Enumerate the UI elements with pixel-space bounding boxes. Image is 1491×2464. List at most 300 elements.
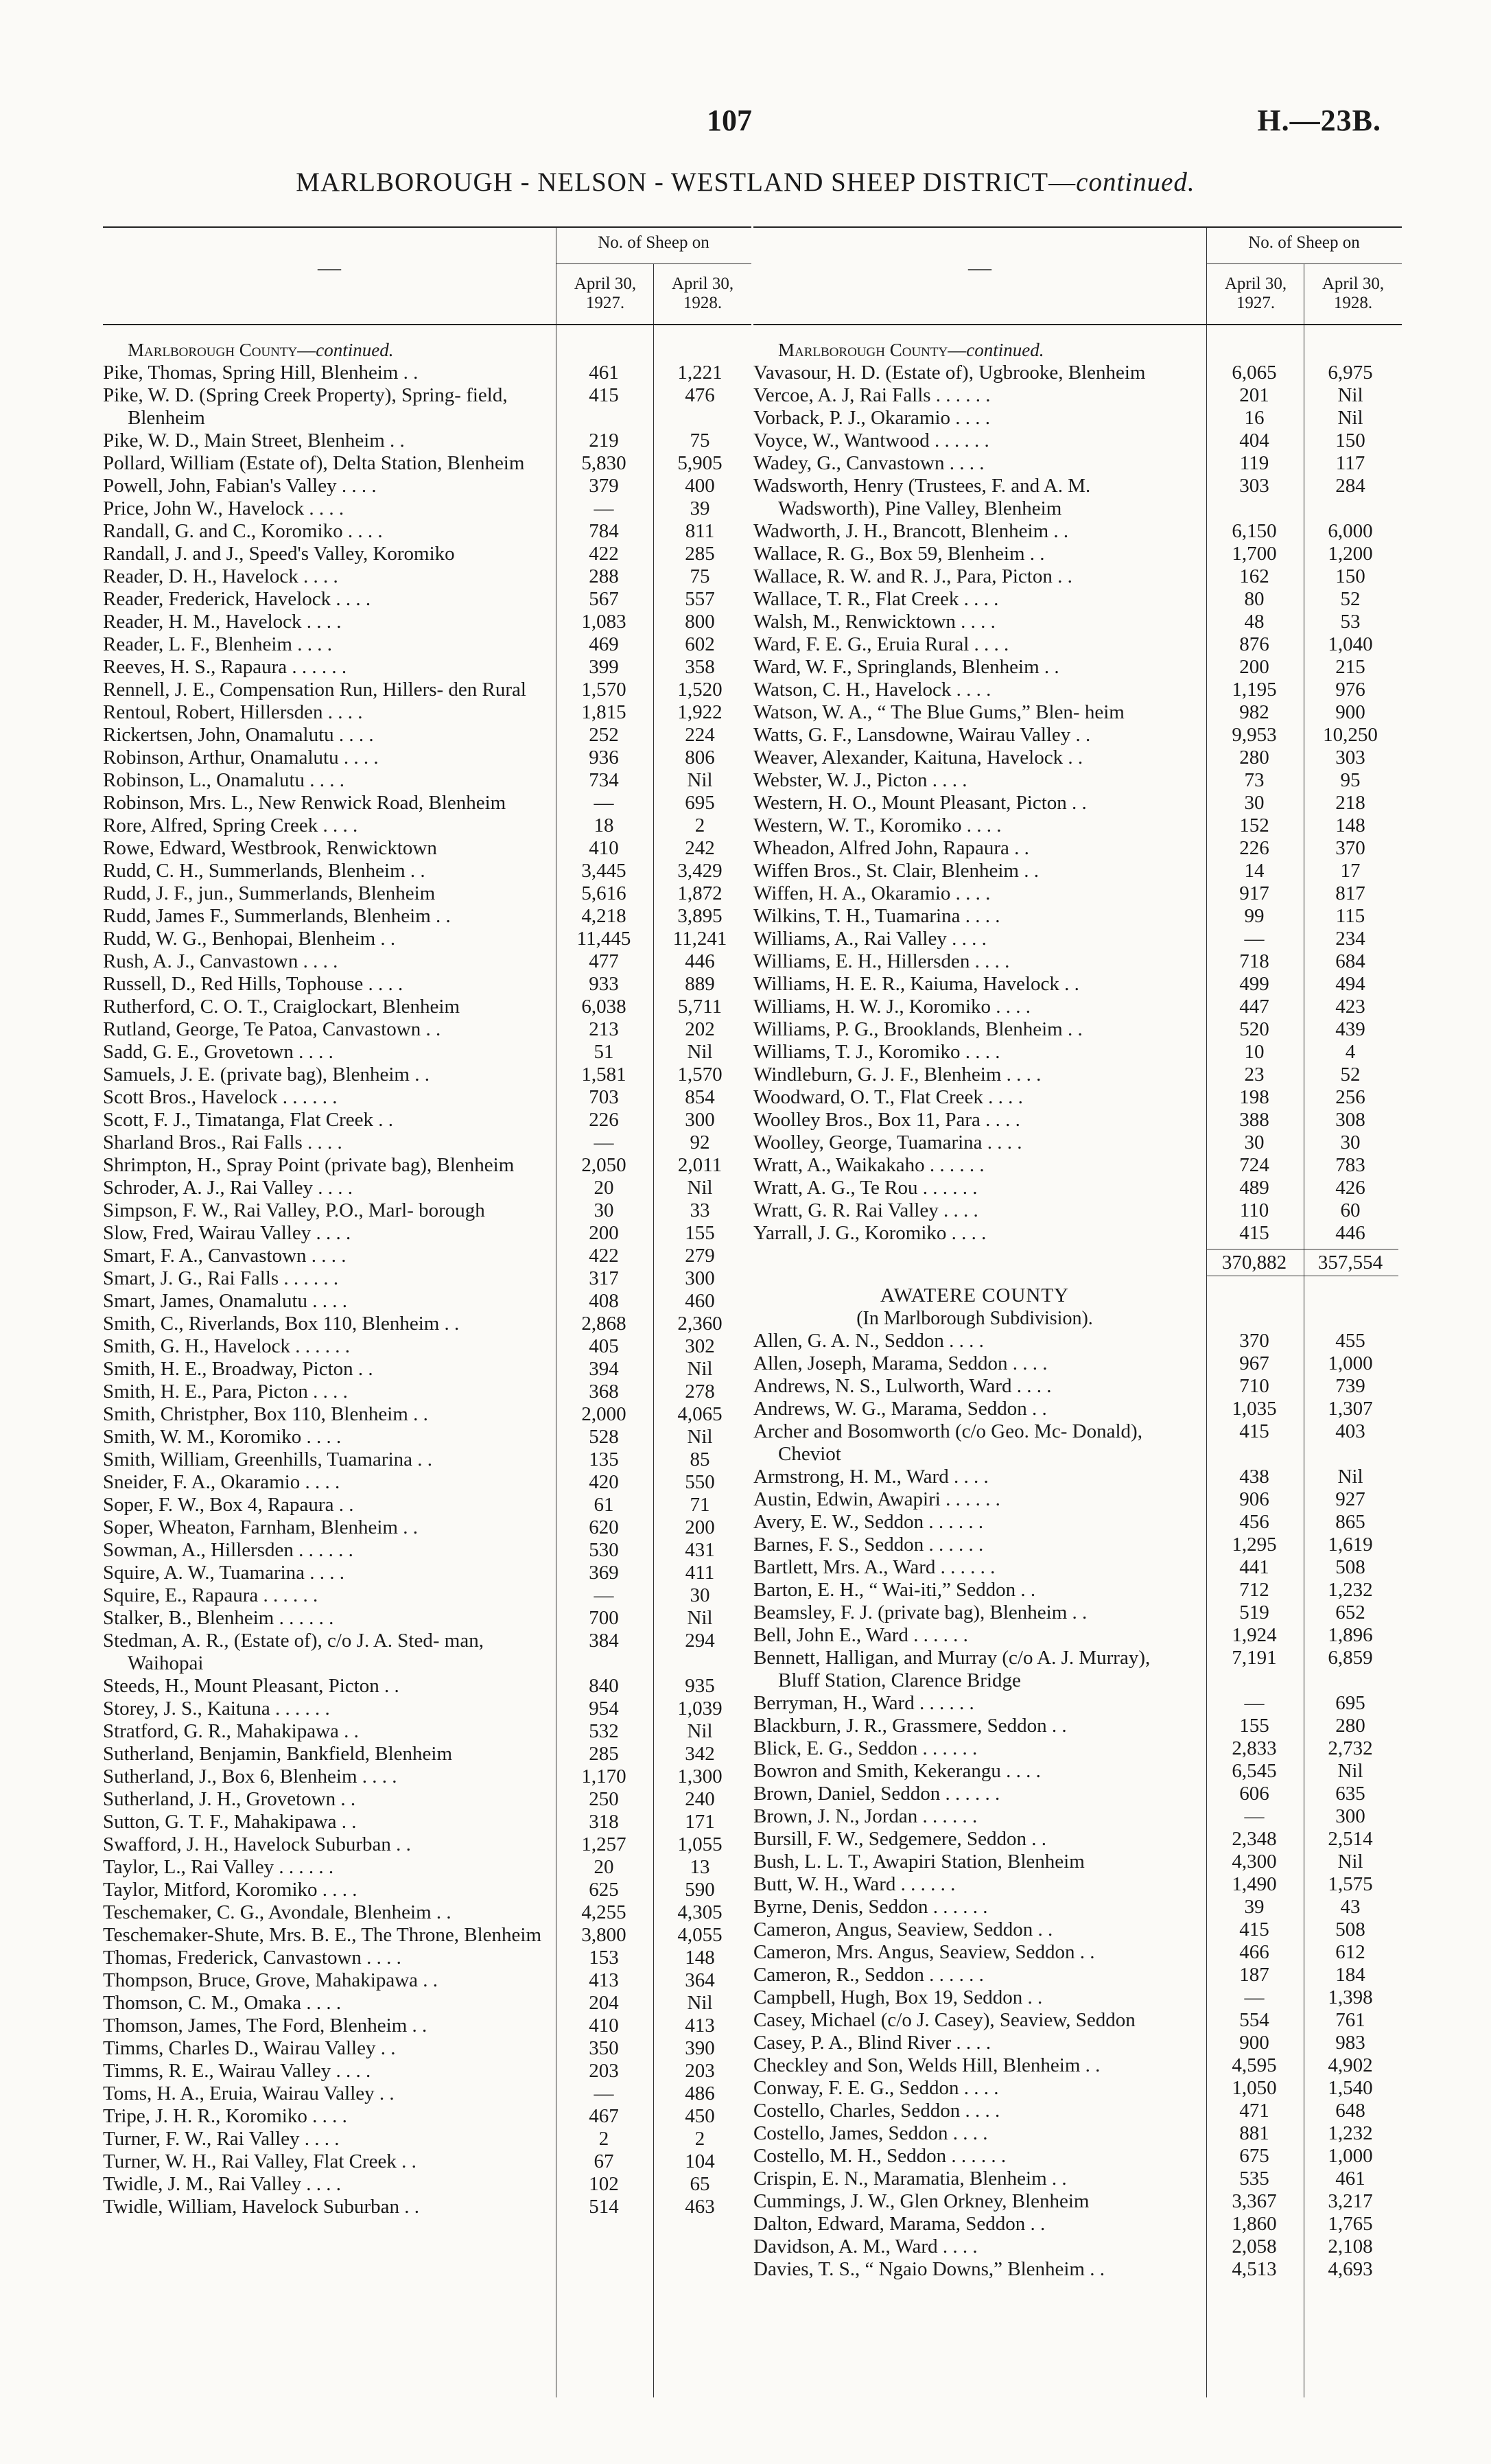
sheep-count-1927: 2,833 xyxy=(1232,1737,1277,1759)
sheep-count-1928: 2,360 xyxy=(677,1313,723,1335)
sheep-count-1927: 410 xyxy=(589,2015,619,2037)
sheep-count-1928: 602 xyxy=(685,633,715,655)
sheep-count-1928: 150 xyxy=(1335,430,1365,451)
sheep-count-1927: 119 xyxy=(1239,452,1269,474)
owner-name-address: Vorback, P. J., Okaramio . . . . xyxy=(753,407,991,429)
table-row xyxy=(103,1041,751,1064)
table-row xyxy=(753,747,1402,769)
sheep-count-1927: 11,445 xyxy=(576,928,631,950)
table-row xyxy=(103,724,751,747)
sheep-count-1928: 1,039 xyxy=(677,1698,723,1720)
sheep-count-1928: 4,693 xyxy=(1328,2258,1373,2280)
sheep-count-1928: 652 xyxy=(1335,1601,1365,1623)
table-row xyxy=(753,1896,1402,1919)
table-row xyxy=(103,1335,751,1358)
owner-name-address: Armstrong, H. M., Ward . . . . xyxy=(753,1466,989,1488)
owner-name-address: Scott Bros., Havelock . . . . . . xyxy=(103,1086,338,1108)
sheep-count-1927: 203 xyxy=(589,2060,619,2082)
table-row xyxy=(753,2054,1402,2077)
sheep-count-1927: 456 xyxy=(1239,1511,1269,1533)
table-row xyxy=(103,950,751,973)
table-row xyxy=(103,2060,751,2082)
table-row xyxy=(753,1064,1402,1086)
total-1927: 370,882 xyxy=(1206,1249,1302,1276)
owner-name-address: Ward, F. E. G., Eruia Rural . . . . xyxy=(753,633,1009,655)
sheep-count-1928: 2,108 xyxy=(1328,2236,1373,2257)
owner-name-address: Western, H. O., Mount Pleasant, Picton . . xyxy=(753,792,1087,814)
sheep-count-1927: 900 xyxy=(1239,2032,1269,2054)
table-row xyxy=(103,1222,751,1245)
table-row xyxy=(103,1901,751,1924)
table-row xyxy=(103,1675,751,1698)
owner-name-address: Teschemaker, C. G., Avondale, Blenheim . . xyxy=(103,1901,451,1923)
owner-name-address: Berryman, H., Ward . . . . . . xyxy=(753,1692,974,1714)
table-row xyxy=(103,860,751,882)
sheep-count-1927: — xyxy=(594,2082,614,2104)
sheep-count-1928: 1,619 xyxy=(1328,1534,1373,1556)
table-row xyxy=(103,905,751,928)
sheep-count-1927: 784 xyxy=(589,520,619,542)
table-row xyxy=(103,1788,751,1811)
table-row xyxy=(753,1715,1402,1737)
sheep-count-1927: 700 xyxy=(589,1607,619,1629)
table-row xyxy=(753,2213,1402,2236)
table-row xyxy=(103,656,751,679)
table-row xyxy=(103,1131,751,1154)
table-row xyxy=(753,1692,1402,1715)
table-row xyxy=(103,1720,751,1743)
owner-name-address: Walsh, M., Renwicktown . . . . xyxy=(753,611,996,633)
sheep-count-1928: 817 xyxy=(1335,882,1365,904)
sheep-count-1927: 379 xyxy=(589,475,619,497)
sheep-count-1927: 3,800 xyxy=(581,1924,626,1946)
owner-name-address: Davies, T. S., “ Ngaio Downs,” Blenheim . . xyxy=(753,2258,1105,2280)
county-totals xyxy=(753,1249,1402,1276)
sheep-count-1928: 413 xyxy=(685,2015,715,2037)
sheep-count-1927: 703 xyxy=(589,1086,619,1108)
sheep-count-1928: 423 xyxy=(1335,996,1365,1018)
table-row xyxy=(103,747,751,769)
table-row xyxy=(753,1624,1402,1647)
sheep-count-1928: 460 xyxy=(685,1290,715,1312)
table-row xyxy=(103,1064,751,1086)
sheep-count-1927: 67 xyxy=(594,2150,614,2172)
sheep-count-1928: Nil xyxy=(687,1992,713,2014)
table-row xyxy=(753,1488,1402,1511)
sheep-count-1928: 4,055 xyxy=(677,1924,723,1946)
sheep-count-1928: 446 xyxy=(1335,1222,1365,1244)
sheep-count-1928: 300 xyxy=(685,1267,715,1289)
owner-name-address: Cameron, R., Seddon . . . . . . xyxy=(753,1964,984,1986)
owner-name-address: Costello, Charles, Seddon . . . . xyxy=(753,2100,1000,2122)
sheep-count-1927: 318 xyxy=(589,1811,619,1833)
county-heading-continued: continued. xyxy=(966,340,1044,360)
table-row xyxy=(753,1199,1402,1222)
owner-name-address: Blackburn, J. R., Grassmere, Seddon . . xyxy=(753,1715,1067,1737)
sheep-count-1928: 30 xyxy=(690,1584,710,1606)
table-row xyxy=(103,1924,751,1947)
owner-name-address: Yarrall, J. G., Koromiko . . . . xyxy=(753,1222,987,1244)
owner-name-address: Sutherland, J., Box 6, Blenheim . . . . xyxy=(103,1765,397,1787)
sheep-count-1928: 431 xyxy=(685,1539,715,1561)
sheep-count-1927: 415 xyxy=(1239,1919,1269,1940)
sheep-count-1927: 471 xyxy=(1239,2100,1269,2122)
table-row xyxy=(753,973,1402,996)
table-row xyxy=(103,1086,751,1109)
owner-name-address: Smith, Christpher, Box 110, Blenheim . . xyxy=(103,1403,428,1425)
owner-name-address: Rush, A. J., Canvastown . . . . xyxy=(103,950,338,972)
owner-name-address: Rudd, James F., Summerlands, Blenheim . . xyxy=(103,905,451,927)
sheep-count-1928: 865 xyxy=(1335,1511,1365,1533)
sheep-count-1928: 508 xyxy=(1335,1556,1365,1578)
sheep-count-1927: 250 xyxy=(589,1788,619,1810)
table-row xyxy=(103,2150,751,2173)
owner-name-address: Smith, W. M., Koromiko . . . . xyxy=(103,1426,342,1448)
table-row xyxy=(753,452,1402,475)
sheep-count-1927: 469 xyxy=(589,633,619,655)
sheep-count-1927: 20 xyxy=(594,1856,614,1878)
owner-name-address: Wiffen Bros., St. Clair, Blenheim . . xyxy=(753,860,1039,882)
owner-name-address: Wiffen, H. A., Okaramio . . . . xyxy=(753,882,991,904)
sheep-count-1928: 280 xyxy=(1335,1715,1365,1737)
sheep-count-1927: 415 xyxy=(1239,1420,1269,1442)
sheep-count-1927: 1,170 xyxy=(581,1765,626,1787)
sheep-count-1927: 1,860 xyxy=(1232,2213,1277,2235)
sheep-count-1928: 203 xyxy=(685,2060,715,2082)
sheep-count-1927: 200 xyxy=(589,1222,619,1244)
sheep-count-1927: 734 xyxy=(589,769,619,791)
sheep-count-1928: 13 xyxy=(690,1856,710,1878)
owner-name-address: Squire, E., Rapaura . . . . . . xyxy=(103,1584,318,1606)
sheep-count-1927: 499 xyxy=(1239,973,1269,995)
sheep-count-1927: 99 xyxy=(1244,905,1265,927)
sheep-count-1927: 447 xyxy=(1239,996,1269,1018)
sheep-count-1927: — xyxy=(594,497,614,519)
table-row xyxy=(103,1992,751,2015)
table-row xyxy=(103,701,751,724)
owner-name-address: Williams, A., Rai Valley . . . . xyxy=(753,928,987,950)
table-row xyxy=(103,430,751,452)
table-row xyxy=(753,520,1402,543)
sheep-count-1927: 461 xyxy=(589,362,619,384)
sheep-count-1927: 936 xyxy=(589,747,619,768)
sheep-count-1928: 200 xyxy=(685,1516,715,1538)
sheep-count-1927: 710 xyxy=(1239,1375,1269,1397)
sheep-count-1928: Nil xyxy=(687,769,713,791)
sheep-count-1927: 280 xyxy=(1239,747,1269,768)
sheep-count-1927: — xyxy=(1244,1805,1265,1827)
sheep-count-1928: 854 xyxy=(685,1086,715,1108)
owner-name-address: Williams, T. J., Koromiko . . . . xyxy=(753,1041,1000,1063)
owner-name-address: Twidle, J. M., Rai Valley . . . . xyxy=(103,2173,342,2195)
sheep-count-1927: 388 xyxy=(1239,1109,1269,1131)
owner-name-address: Thomson, C. M., Omaka . . . . xyxy=(103,1992,342,2014)
owner-name-address: Ward, W. F., Springlands, Blenheim . . xyxy=(753,656,1059,678)
sheep-count-1928: 889 xyxy=(685,973,715,995)
owner-name-address: Weaver, Alexander, Kaituna, Havelock . . xyxy=(753,747,1083,768)
sheep-count-1928: 806 xyxy=(685,747,715,768)
sheep-count-1928: 4,305 xyxy=(677,1901,723,1923)
sheep-count-1927: 438 xyxy=(1239,1466,1269,1488)
sheep-count-1927: 219 xyxy=(589,430,619,451)
sheep-count-1928: 95 xyxy=(1340,769,1361,791)
sheep-count-1927: 1,815 xyxy=(581,701,626,723)
owner-name-address: Soper, F. W., Box 4, Rapaura . . xyxy=(103,1494,354,1516)
sheep-count-1928: 1,232 xyxy=(1328,1579,1373,1601)
sheep-count-1927: 110 xyxy=(1239,1199,1269,1221)
owner-name-address: Swafford, J. H., Havelock Suburban . . xyxy=(103,1833,411,1855)
sheep-count-1928: 1,575 xyxy=(1328,1873,1373,1895)
header-no-of-sheep: No. of Sheep on xyxy=(598,233,709,252)
sheep-count-1927: — xyxy=(1244,928,1265,950)
awatere-county-heading: AWATERE COUNTY xyxy=(880,1284,1070,1306)
owner-name-address: Smith, G. H., Havelock . . . . . . xyxy=(103,1335,351,1357)
table-row xyxy=(103,996,751,1018)
owner-name-address: Webster, W. J., Picton . . . . xyxy=(753,769,967,791)
sheep-count-1927: 153 xyxy=(589,1947,619,1969)
table-row xyxy=(753,430,1402,452)
sheep-count-1928: 1,570 xyxy=(677,1064,723,1086)
sheep-count-1928: 30 xyxy=(1340,1131,1361,1153)
table-row xyxy=(103,588,751,611)
sheep-count-1928: 6,000 xyxy=(1328,520,1373,542)
sheep-count-1928: 300 xyxy=(685,1109,715,1131)
owner-name-address: Williams, H. W. J., Koromiko . . . . xyxy=(753,996,1031,1018)
sheep-count-1928: 302 xyxy=(685,1335,715,1357)
owner-name-address: Andrews, N. S., Lulworth, Ward . . . . xyxy=(753,1375,1052,1397)
sheep-count-1928: 403 xyxy=(1335,1420,1365,1442)
sheep-count-1927: 285 xyxy=(589,1743,619,1765)
sheep-count-1928: 783 xyxy=(1335,1154,1365,1176)
sheep-count-1927: 520 xyxy=(1239,1018,1269,1040)
sheep-count-1928: 278 xyxy=(685,1381,715,1403)
sheep-count-1927: — xyxy=(594,792,614,814)
table-row xyxy=(103,1562,751,1584)
table-row xyxy=(753,2077,1402,2100)
sheep-count-1928: Nil xyxy=(1337,407,1363,429)
owner-name-address: Rentoul, Robert, Hillersden . . . . xyxy=(103,701,363,723)
table-row xyxy=(753,2190,1402,2213)
sheep-count-1928: Nil xyxy=(1337,1760,1363,1782)
table-row xyxy=(753,1986,1402,2009)
table-row xyxy=(753,2258,1402,2281)
county-heading xyxy=(753,339,1402,362)
sheep-count-1927: 204 xyxy=(589,1992,619,2014)
owner-name-address: Rudd, C. H., Summerlands, Blenheim . . xyxy=(103,860,425,882)
sheep-count-1927: 2,058 xyxy=(1232,2236,1277,2257)
owner-name-address: Brown, Daniel, Seddon . . . . . . xyxy=(753,1783,1000,1805)
sheep-count-1928: 71 xyxy=(690,1494,710,1516)
table-row xyxy=(103,1539,751,1562)
table-row xyxy=(103,2082,751,2105)
sheep-count-1928: 463 xyxy=(685,2196,715,2218)
sheep-count-1928: Nil xyxy=(1337,384,1363,406)
owner-name-address: Sutherland, J. H., Grovetown . . xyxy=(103,1788,356,1810)
owner-name-address: Davidson, A. M., Ward . . . . xyxy=(753,2236,978,2257)
sheep-count-1928: 1,896 xyxy=(1328,1624,1373,1646)
sheep-count-1927: 135 xyxy=(589,1448,619,1470)
sheep-count-1927: 413 xyxy=(589,1969,619,1991)
table-row xyxy=(753,996,1402,1018)
sheep-count-1928: 439 xyxy=(1335,1018,1365,1040)
owner-name-address: Sneider, F. A., Okaramio . . . . xyxy=(103,1471,340,1493)
owner-name-address: Andrews, W. G., Marama, Seddon . . xyxy=(753,1398,1047,1420)
table-row xyxy=(103,1630,751,1675)
sheep-count-1928: 800 xyxy=(685,611,715,633)
table-row xyxy=(103,1516,751,1539)
left-table-body xyxy=(103,325,751,2218)
sheep-count-1928: 486 xyxy=(685,2082,715,2104)
sheep-count-1927: 532 xyxy=(589,1720,619,1742)
sheep-count-1927: 2,868 xyxy=(581,1313,626,1335)
sheep-count-1928: 1,055 xyxy=(677,1833,723,1855)
table-row xyxy=(753,475,1402,520)
table-row xyxy=(753,1737,1402,1760)
sheep-count-1928: Nil xyxy=(687,1177,713,1199)
sheep-count-1927: 724 xyxy=(1239,1154,1269,1176)
table-row xyxy=(753,565,1402,588)
sheep-count-1928: 10,250 xyxy=(1323,724,1378,746)
table-row xyxy=(103,769,751,792)
table-row xyxy=(103,973,751,996)
sheep-count-1927: 404 xyxy=(1239,430,1269,451)
owner-name-address: Rudd, W. G., Benhopai, Blenheim . . xyxy=(103,928,396,950)
sheep-count-1927: 399 xyxy=(589,656,619,678)
table-row xyxy=(753,1222,1402,1245)
sheep-count-1928: Nil xyxy=(687,1358,713,1380)
table-row xyxy=(103,2196,751,2218)
owner-name-address: Archer and Bosomworth (c/o Geo. Mc- Donald), Cheviot xyxy=(753,1420,1142,1465)
subtitle-continued: continued. xyxy=(1076,167,1195,197)
owner-name-address: Schroder, A. J., Rai Valley . . . . xyxy=(103,1177,353,1199)
owner-name-address: Pike, Thomas, Spring Hill, Blenheim . . xyxy=(103,362,419,384)
sheep-count-1927: 2,000 xyxy=(581,1403,626,1425)
sheep-count-1927: 51 xyxy=(594,1041,614,1063)
sheep-count-1928: 202 xyxy=(685,1018,715,1040)
owner-name-address: Woolley Bros., Box 11, Para . . . . xyxy=(753,1109,1020,1131)
owner-name-address: Bowron and Smith, Kekerangu . . . . xyxy=(753,1760,1041,1782)
sheep-count-1928: 450 xyxy=(685,2105,715,2127)
sheep-count-1927: 368 xyxy=(589,1381,619,1403)
sheep-count-1928: 6,859 xyxy=(1328,1647,1373,1669)
table-row xyxy=(753,611,1402,633)
sheep-count-1928: 1,000 xyxy=(1328,2145,1373,2167)
table-row xyxy=(103,543,751,565)
sheep-count-1928: 52 xyxy=(1340,1064,1361,1086)
sheep-count-1928: Nil xyxy=(687,1607,713,1629)
owner-name-address: Wallace, T. R., Flat Creek . . . . xyxy=(753,588,999,610)
sheep-count-1928: Nil xyxy=(687,1041,713,1063)
header-no-of-sheep: No. of Sheep on xyxy=(1248,233,1360,252)
owner-name-address: Rutland, George, Te Patoa, Canvastown . . xyxy=(103,1018,441,1040)
sheep-count-1927: — xyxy=(594,1131,614,1153)
owner-name-address: Powell, John, Fabian's Valley . . . . xyxy=(103,475,377,497)
sheep-count-1927: 1,581 xyxy=(581,1064,626,1086)
owner-name-address: Robinson, Mrs. L., New Renwick Road, Blenheim xyxy=(103,792,506,814)
right-table-body xyxy=(753,325,1402,2281)
table-row xyxy=(103,1765,751,1788)
owner-name-address: Cummings, J. W., Glen Orkney, Blenheim xyxy=(753,2190,1090,2212)
table-row xyxy=(103,611,751,633)
sheep-count-1927: 1,924 xyxy=(1232,1624,1277,1646)
owner-name-address: Rowe, Edward, Westbrook, Renwicktown xyxy=(103,837,437,859)
owner-name-address: Woodward, O. T., Flat Creek . . . . xyxy=(753,1086,1023,1108)
table-row xyxy=(103,2037,751,2060)
owner-name-address: Smith, H. E., Broadway, Picton . . xyxy=(103,1358,373,1380)
owner-name-address: Voyce, W., Wantwood . . . . . . xyxy=(753,430,989,451)
table-row xyxy=(103,1426,751,1448)
sheep-count-1927: 535 xyxy=(1239,2168,1269,2190)
owner-name-address: Steeds, H., Mount Pleasant, Picton . . xyxy=(103,1675,399,1697)
header-dash: — xyxy=(318,255,341,281)
owner-name-address: Wilkins, T. H., Tuamarina . . . . xyxy=(753,905,1000,927)
sheep-count-1928: 6,975 xyxy=(1328,362,1373,384)
sheep-count-1928: 75 xyxy=(690,430,710,451)
table-row xyxy=(753,1964,1402,1986)
owner-name-address: Sowman, A., Hillersden . . . . . . xyxy=(103,1539,353,1561)
table-row xyxy=(753,1760,1402,1783)
owner-name-address: Wallace, R. G., Box 59, Blenheim . . xyxy=(753,543,1045,565)
table-row xyxy=(753,1131,1402,1154)
sheep-count-1927: 152 xyxy=(1239,814,1269,836)
owner-name-address: Rudd, J. F., jun., Summerlands, Blenheim xyxy=(103,882,436,904)
owner-name-address: Russell, D., Red Hills, Tophouse . . . . xyxy=(103,973,403,995)
owner-name-address: Soper, Wheaton, Farnham, Blenheim . . xyxy=(103,1516,418,1538)
sheep-count-1927: 3,367 xyxy=(1232,2190,1277,2212)
page-subtitle xyxy=(0,167,1491,198)
sheep-count-1927: 528 xyxy=(589,1426,619,1448)
sheep-count-1927: 466 xyxy=(1239,1941,1269,1963)
owner-name-address: Watson, C. H., Havelock . . . . xyxy=(753,679,991,701)
table-row xyxy=(753,1647,1402,1692)
sheep-count-1927: 201 xyxy=(1239,384,1269,406)
table-row xyxy=(103,1743,751,1765)
sheep-count-1928: 900 xyxy=(1335,701,1365,723)
sheep-count-1928: 5,905 xyxy=(677,452,723,474)
sheep-count-1928: 53 xyxy=(1340,611,1361,633)
owner-name-address: Reader, D. H., Havelock . . . . xyxy=(103,565,338,587)
owner-name-address: Smart, F. A., Canvastown . . . . xyxy=(103,1245,347,1267)
table-row xyxy=(753,1041,1402,1064)
owner-name-address: Robinson, L., Onamalutu . . . . xyxy=(103,769,345,791)
table-row xyxy=(753,1851,1402,1873)
owner-name-address: Barton, E. H., “ Wai-iti,” Seddon . . xyxy=(753,1579,1036,1601)
owner-name-address: Williams, H. E. R., Kaiuma, Havelock . . xyxy=(753,973,1079,995)
owner-name-address: Teschemaker-Shute, Mrs. B. E., The Throne, Blenheim xyxy=(103,1924,542,1946)
table-row xyxy=(103,1313,751,1335)
total-1928: 357,554 xyxy=(1302,1249,1398,1276)
sheep-count-1927: 1,195 xyxy=(1232,679,1277,701)
owner-name-address: Cameron, Angus, Seaview, Seddon . . xyxy=(753,1919,1053,1940)
table-row xyxy=(103,2128,751,2150)
table-row xyxy=(103,1969,751,1992)
owner-name-address: Western, W. T., Koromiko . . . . xyxy=(753,814,1002,836)
sheep-count-1927: 288 xyxy=(589,565,619,587)
sheep-count-1927: 712 xyxy=(1239,1579,1269,1601)
owner-name-address: Timms, Charles D., Wairau Valley . . xyxy=(103,2037,396,2059)
owner-name-address: Vavasour, H. D. (Estate of), Ugbrooke, Blenheim xyxy=(753,362,1146,384)
sheep-count-1928: 218 xyxy=(1335,792,1365,814)
sheep-count-1927: 422 xyxy=(589,1245,619,1267)
owner-name-address: Turner, F. W., Rai Valley . . . . xyxy=(103,2128,340,2150)
table-row xyxy=(753,1579,1402,1601)
owner-name-address: Checkley and Son, Welds Hill, Blenheim . . xyxy=(753,2054,1101,2076)
sheep-count-1928: 612 xyxy=(1335,1941,1365,1963)
sheep-count-1927: 30 xyxy=(594,1199,614,1221)
sheep-count-1927: 102 xyxy=(589,2173,619,2195)
table-row xyxy=(753,2122,1402,2145)
sheep-count-1927: 6,150 xyxy=(1232,520,1277,542)
